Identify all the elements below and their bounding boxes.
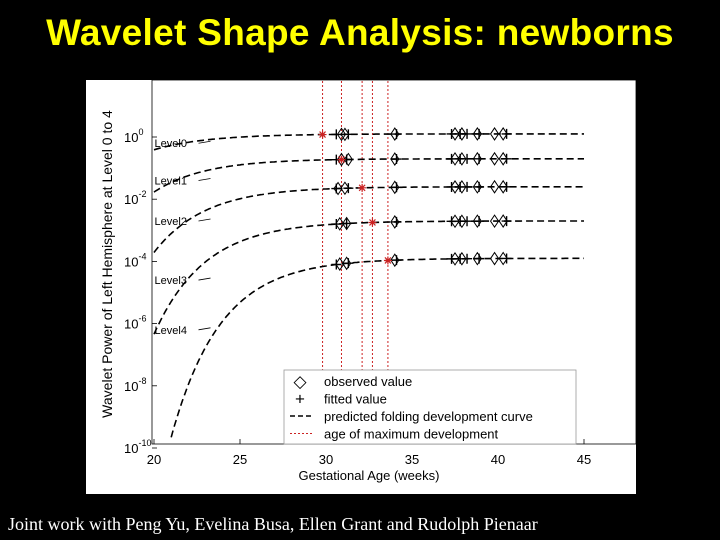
peak-marker (368, 218, 376, 226)
level-arrow (199, 179, 211, 181)
x-tick-label: 20 (146, 452, 162, 467)
legend-label: predicted folding development curve (324, 409, 533, 424)
legend-symbol: ◇ (293, 372, 307, 391)
level-label: Level2 (154, 215, 187, 228)
x-tick-label: 45 (576, 452, 592, 467)
level-arrow (199, 328, 211, 330)
fitted-marker (331, 260, 341, 270)
peak-marker (384, 256, 392, 264)
fitted-marker (447, 254, 457, 264)
x-tick-label: 40 (490, 452, 506, 467)
level-arrow (199, 278, 211, 280)
legend-symbol: + (295, 389, 305, 409)
fitted-marker (447, 216, 457, 226)
page-title: Wavelet Shape Analysis: newborns (46, 12, 674, 53)
chart-panel (86, 80, 636, 494)
fitted-marker (502, 182, 512, 192)
legend-label: fitted value (324, 391, 387, 407)
x-axis-label: Gestational Age (weeks) (298, 468, 440, 483)
y-tick-label: $10^0$ (124, 127, 144, 145)
fitted-marker (502, 129, 512, 139)
x-tick-label: 35 (404, 452, 420, 467)
fitted-marker (502, 154, 512, 164)
fitted-marker (343, 129, 353, 139)
y-axis-label: Wavelet Power of Left Hemisphere at Level 0 to 4 (99, 110, 115, 418)
credit-line: Joint work with Peng Yu, Evelina Busa, Ellen Grant and Rudolph Pienaar (8, 514, 538, 534)
level-label: Level4 (154, 324, 187, 337)
level-label: Level0 (154, 138, 187, 151)
fitted-marker (447, 154, 457, 164)
fitted-marker (447, 182, 457, 192)
wavelet-chart (86, 80, 636, 494)
prediction-curve (154, 134, 584, 150)
level-labels (155, 138, 211, 337)
prediction-curve (154, 187, 584, 253)
legend-label: age of maximum development (324, 426, 499, 442)
peak-marker (337, 156, 345, 164)
legend (284, 370, 576, 444)
x-tick-label: 30 (318, 452, 334, 467)
y-tick-label: $10^{-8}$ (124, 375, 147, 394)
y-tick-label: $10^{-6}$ (124, 313, 147, 332)
data-markers (319, 128, 512, 270)
level-arrow (199, 141, 211, 143)
level-label: Level1 (154, 175, 187, 188)
prediction-curve (154, 221, 584, 334)
fitted-marker (343, 183, 353, 193)
fitted-marker (447, 129, 457, 139)
level-label: Level3 (154, 275, 187, 288)
y-tick-label: $10^{-4}$ (124, 251, 147, 270)
y-tick-label: $10^{-2}$ (124, 189, 147, 208)
peak-marker (358, 184, 366, 192)
legend-label: observed value (324, 374, 413, 389)
fitted-marker (342, 218, 352, 228)
y-tick-label: $10^{-10}$ (124, 438, 152, 456)
fitted-marker (331, 219, 341, 229)
level-arrow (199, 219, 211, 221)
peak-marker (319, 131, 327, 139)
fitted-marker (502, 253, 512, 263)
x-tick-label: 25 (232, 452, 248, 467)
fitted-marker (502, 216, 512, 226)
